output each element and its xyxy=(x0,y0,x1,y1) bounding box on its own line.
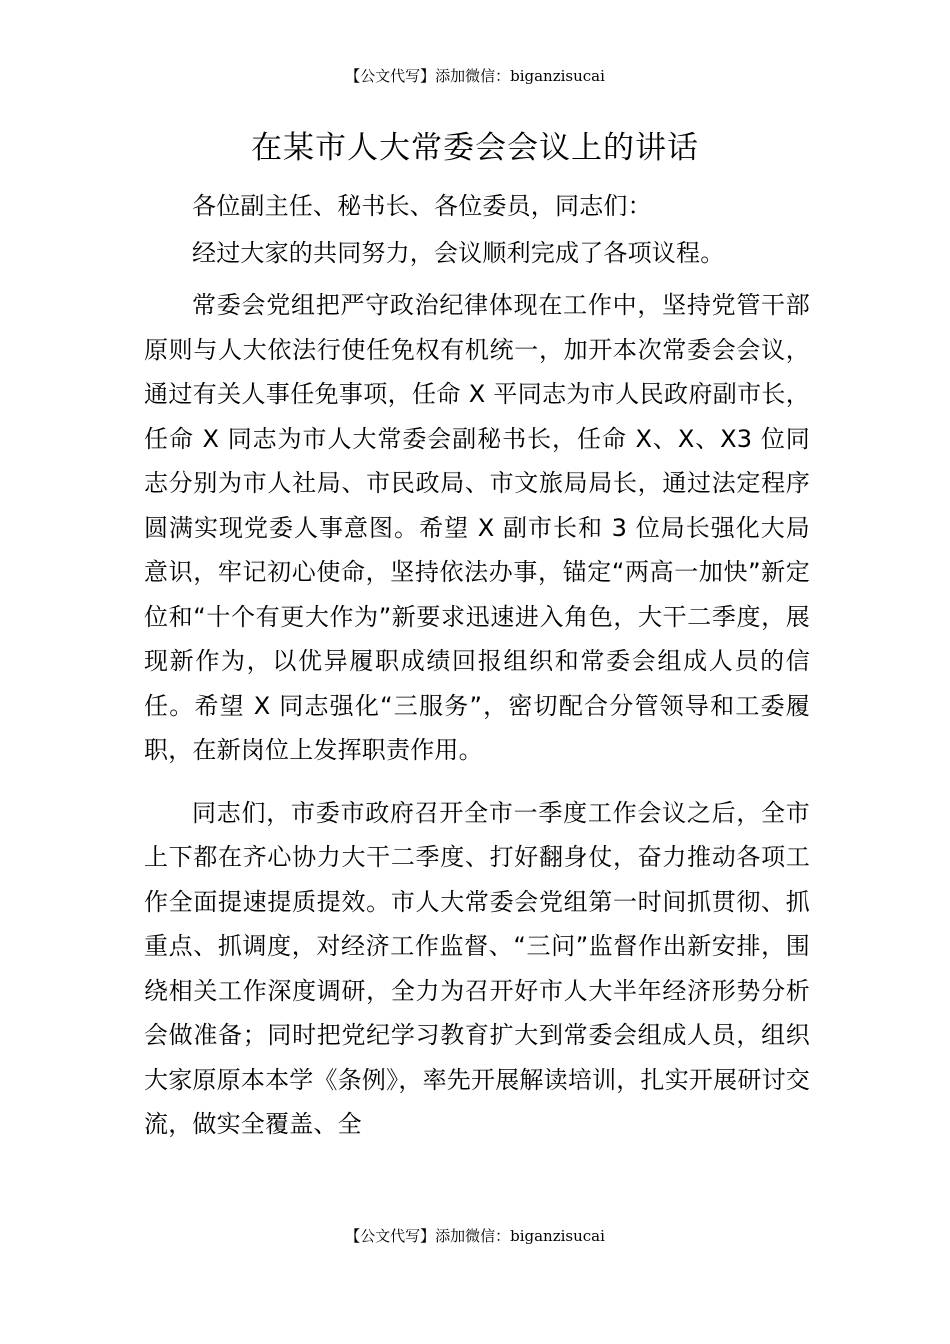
body-paragraph-2: 同志们，市委市政府召开全市一季度工作会议之后，全市上下都在齐心协力大干二季度、打好翻身仗，奋力推动各项工作全面提速提质提效。市人大常委会党组第一时间抓贯彻、抓重点、抓调度，对经济工作监督、“三问”监督作出新安排，围绕相关工作深度调研，全力为召开好市人大半年经济形势分析会做准备；同时把党纪学习教育扩大到常委会组成人员，组织大家原原本本学《条例》，率先开展解读培训，扎实开展研讨交流，做实全覆盖、全 xyxy=(144,798,810,1138)
document-title: 在某市人大常委会会议上的讲话 xyxy=(251,130,699,166)
body-paragraph-1: 常委会党组把严守政治纪律体现在工作中，坚持党管干部原则与人大依法行使任免权有机统一，加开本次常委会会议，通过有关人事任免事项，任命 X 平同志为市人民政府副市长，任命 X 同志为市人大常委会副秘书长，任命 X、X、X3 位同志分别为市人社局、市民政局、市文旅局局长，通过法定程序圆满实现党委人事意图。希望 X 副市长和 3 位局长强化大局意识，牢记初心使命，坚持依法办事，锚定“两高一加快”新定位和“十个有更大作为”新要求迅速进入角色，大干二季度，展现新作为，以优异履职成绩回报组织和常委会组成人员的信任。希望 X 同志强化“三服务”，密切配合分管领导和工委履职，在新岗位上发挥职责作用。 xyxy=(144,291,810,764)
document-body xyxy=(144,184,810,1147)
opening-paragraph: 经过大家的共同努力，会议顺利完成了各项议程。 xyxy=(192,238,725,267)
salutation-paragraph: 各位副主任、秘书长、各位委员，同志们： xyxy=(192,192,652,220)
footer-watermark-note: 【公文代写】添加微信：biganzisucai xyxy=(345,1227,605,1245)
header-watermark-note: 【公文代写】添加微信：biganzisucai xyxy=(345,67,605,85)
